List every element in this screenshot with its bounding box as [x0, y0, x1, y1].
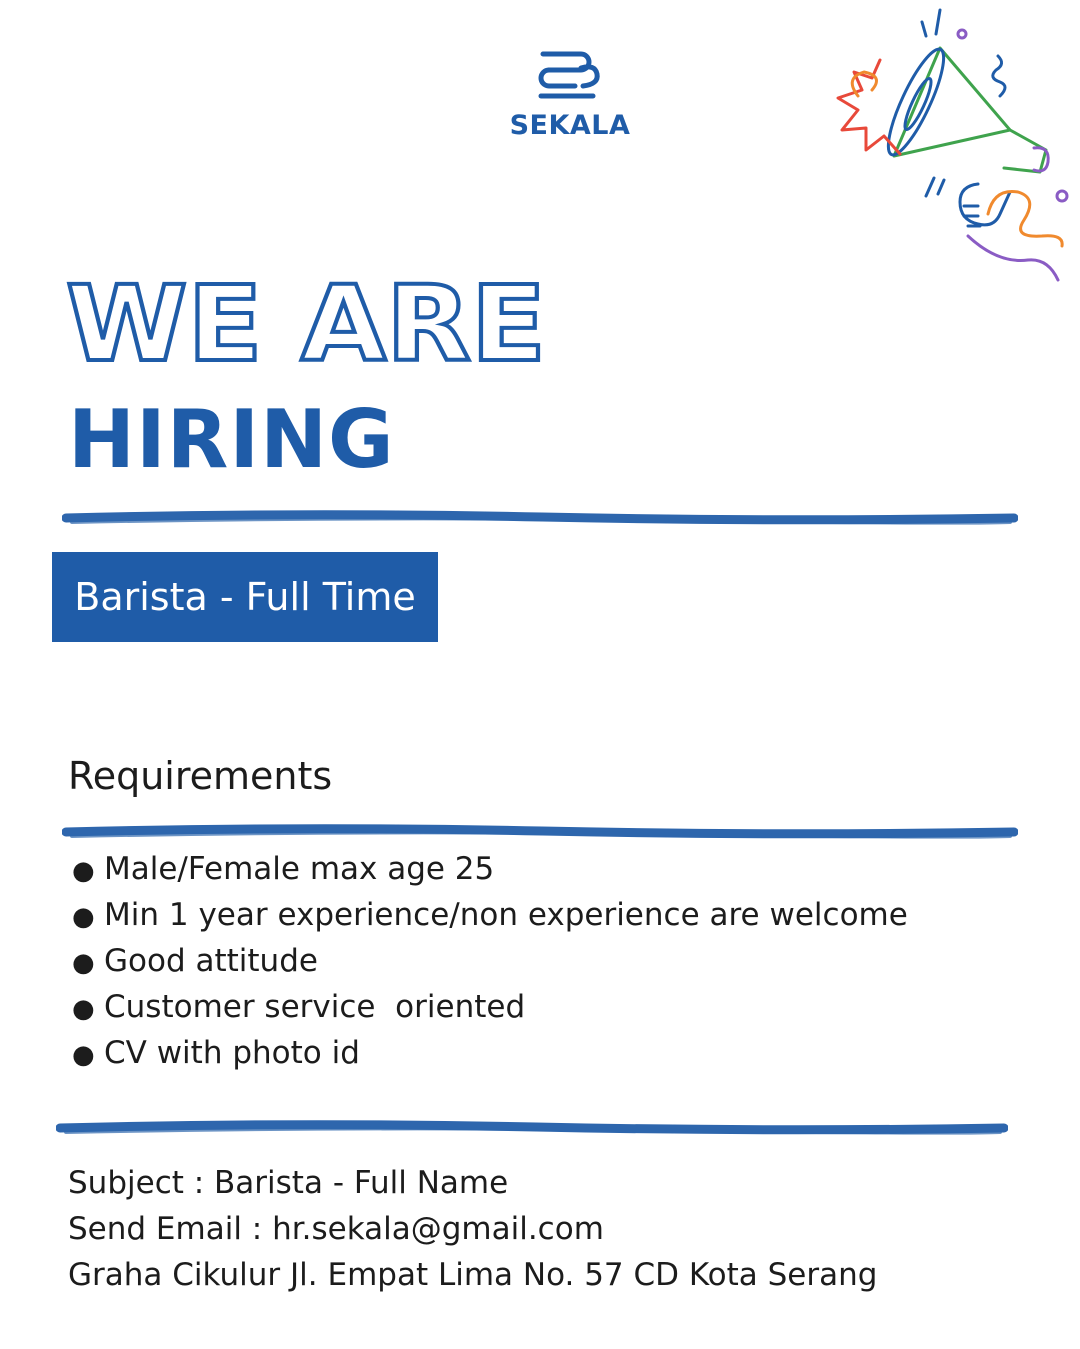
- address-line: Graha Cikulur Jl. Empat Lima No. 57 CD Kota Serang: [68, 1257, 878, 1293]
- bullet-icon: ●: [72, 1040, 95, 1070]
- list-item: ● Male/Female max age 25: [72, 846, 908, 892]
- subject-line: Subject : Barista - Full Name: [68, 1165, 509, 1201]
- bullet-icon: ●: [72, 948, 95, 978]
- headline-line1: WE ARE: [66, 268, 546, 378]
- brand-logo: [500, 48, 640, 141]
- megaphone-icon: [828, 0, 1080, 290]
- bullet-icon: ●: [72, 902, 95, 932]
- list-item: ● Good attitude: [72, 938, 908, 984]
- contact-info: [68, 1160, 877, 1298]
- position-label: Barista - Full Time: [52, 552, 438, 642]
- headline-outline-text: [66, 268, 586, 378]
- list-item: ● CV with photo id: [72, 1030, 908, 1076]
- headline-line2: HIRING: [68, 393, 395, 486]
- coffee-cup-logo-icon: [535, 48, 605, 104]
- bullet-icon: ●: [72, 856, 95, 886]
- brush-divider: [56, 1118, 1008, 1142]
- requirements-heading: Requirements: [68, 754, 333, 798]
- list-item: ● Min 1 year experience/non experience are welcome: [72, 892, 908, 938]
- brush-divider: [62, 822, 1018, 846]
- bullet-icon: ●: [72, 994, 95, 1024]
- brush-divider: [62, 508, 1018, 532]
- list-item: ● Customer service oriented: [72, 984, 908, 1030]
- brand-name: SEKALA: [509, 110, 631, 141]
- email-line: Send Email : hr.sekala@gmail.com: [68, 1211, 604, 1247]
- requirements-list: [72, 846, 908, 1076]
